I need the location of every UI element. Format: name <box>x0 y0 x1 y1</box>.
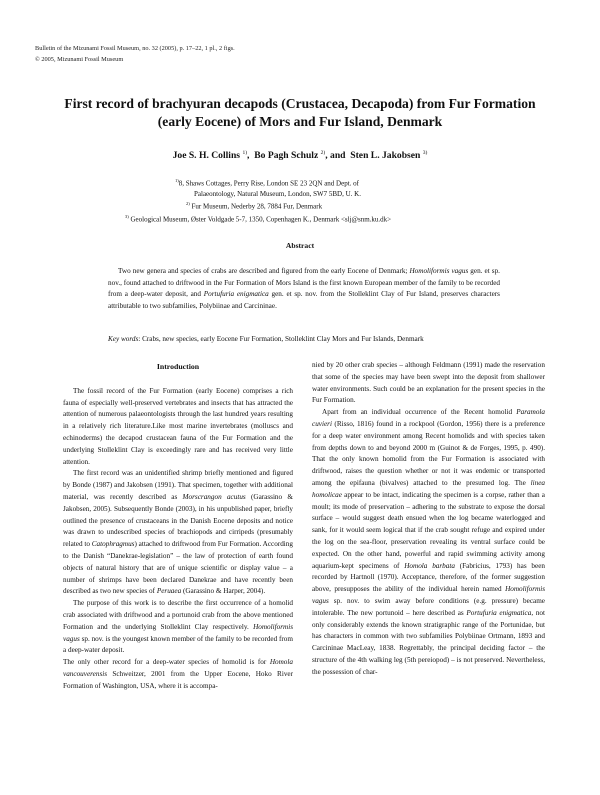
taxon-name: Catophragmus <box>91 540 135 549</box>
introduction-heading: Introduction <box>156 362 200 371</box>
keywords-text: : Crabs, new species, early Eocene Fur Formation, Stolleklint Clay Mors and Fur Islands, Denmark <box>138 335 424 343</box>
paragraph: nied by 20 other crab species – although Feldmann (1991) made the reservation that some of the species may have been swept into the deposit from shallower water environments. Such could be an explanation for the present species in the Fur Formation. <box>312 361 545 405</box>
paragraph-text: (Fabricius, 1793) has been recorded by Hartnoll (1970). Acceptance, therefore, of the former suggestion above, presupposes the ability of the individual herein named <box>312 561 545 594</box>
author-1: Joe S. H. Collins <box>172 150 241 162</box>
paragraph <box>63 598 293 657</box>
paragraph <box>312 407 545 678</box>
affiliations <box>125 176 475 225</box>
paragraph-text: (Garassino & Harper, 2004). <box>181 587 266 596</box>
taxon-name: Portufuria enigmatica <box>466 608 532 617</box>
taxon-name: Homoliformis vagus <box>63 622 293 643</box>
journal-citation: Bulletin of the Mizunami Fossil Museum, no. 32 (2005), p. 17–22, 1 pl., 2 figs. <box>35 45 235 52</box>
affiliation-1-cont: Palaeontology, Natural Museum, London, SW7 5BD, U. K. <box>194 189 361 198</box>
paragraph-text: (Risso, 1816) found in a rockpool (Gordon, 1956) there is a preference for a deep water environment among Recent homolids and with species taken from depths down to and beyond 2000 m (Guinot & de Forges, 1995, p. 490). That the only known homolid from the Fur Formation is associated with driftwood, raises the question whether or not it was endemic or transported among the epifauna (bivalves) attached to the presumed log. The <box>312 419 545 487</box>
paragraph <box>63 657 293 692</box>
affiliation-1 <box>175 176 475 189</box>
paragraph-text: Apart from an individual occurrence of the Recent homolid <box>322 408 517 417</box>
paragraph: The fossil record of the Fur Formation (early Eocene) comprises a rich fauna of especially well-preserved vertebrates and insects that has attracted the attention of numerous palaeontologists through the last hundred years resulting in a relatively rich literature.Like most marine invertebrates (molluscs and echinoderms) the decapod crustacean fauna of the Fur Formation and the underlying Stolleklint Clay is exceedingly rare and has received very little attention. <box>63 386 293 466</box>
taxon-name: linea homolicae <box>312 478 545 499</box>
abstract-body <box>108 266 500 312</box>
paragraph-text: The only other record for a deep-water species of homolid is for <box>63 658 270 667</box>
affiliation-text: Geological Museum, Øster Voldgade 5-7, 1350, Copenhagen K., Denmark <slj@snm.ku.dk> <box>130 215 392 224</box>
affiliation-text: Fur Museum, Nederby 28, 7884 Fur, Denmark <box>191 202 323 211</box>
affiliation-ref: 3) <box>125 213 129 219</box>
paragraph-text: Schweitzer, 2001 from the Upper Eocene, Hoko River Formation of Washington, USA, where it is accompa- <box>63 669 293 690</box>
author-separator: , <box>247 150 250 162</box>
taxon-name: Morscrangon acutus <box>182 492 246 501</box>
affiliation-2 <box>175 199 475 212</box>
copyright-line: © 2005, Mizunami Fossil Museum <box>35 56 124 63</box>
paragraph-text: ) attached to driftwood from Fur Formation. According to the Danish “Danekrae-legislation” – the law of protection of earth found objects of natural history that are of unique scientific or display value – a number of shrimps have been declared Danekrae and have recently been described as two new species of <box>63 540 293 596</box>
author-1-ref: 1) <box>242 150 248 156</box>
right-column <box>312 360 545 679</box>
keywords <box>108 334 500 345</box>
title-line-1: First record of brachyuran decapods (Crustacea, Decapoda) from Fur Formation <box>64 96 536 111</box>
taxon-name: Portufuria enigmatica <box>203 290 269 299</box>
paragraph-text: The first record was an unidentified shrimp briefly mentioned and figured by Bonde (1987) and Jakobsen (1991). That specimen, together with additional material, was recently described as <box>63 469 293 501</box>
keywords-label: Key words <box>108 335 139 343</box>
taxon-name: Homola vancouverensis <box>63 658 293 678</box>
affiliation-3 <box>125 212 425 225</box>
affiliation-ref: 1) <box>175 178 179 183</box>
paragraph <box>63 468 293 598</box>
taxon-name: Homola barbata <box>404 561 455 570</box>
taxon-name: Homoliformis vagus <box>312 585 545 605</box>
author-separator: , and <box>325 150 346 162</box>
taxon-name: Peruaea <box>156 587 182 596</box>
paragraph-text: The purpose of this work is to describe the first occurrence of a homolid crab associated with driftwood and a portunoid crab from the above mentioned Formation and the underlying Stolleklint Clay respectively. <box>63 599 293 631</box>
paragraph-text: (Garassino & Jakobsen, 2005). Subsequently Bonde (2003), in his unpublished paper, briefly outlined the presence of crustaceans in the Danish Eocene deposits and notice was drawn to undescribed species of brachiopods and cirripeds (presumably related to <box>63 492 293 549</box>
author-3: Sten L. Jakobsen <box>350 150 421 162</box>
author-2: Bo Pagh Schulz <box>254 150 319 162</box>
abstract-heading: Abstract <box>285 241 315 250</box>
author-list <box>40 150 560 161</box>
author-3-ref: 3) <box>422 150 428 156</box>
taxon-name: Paramola cuvieri <box>312 408 545 428</box>
abstract-text: gen. et sp. nov. from the Stolleklint Clay of Fur Island, preserves characters attributable to two subfamilies, Polybiinae and Carcininae. <box>108 290 500 310</box>
author-2-ref: 2) <box>320 150 326 156</box>
abstract-text: gen. et sp. nov., found attached to driftwood in the Fur Formation of Mors Island is the first known European member of the family to be recorded from a deep-water deposit, and <box>108 267 500 299</box>
paragraph-text: appear to be intact, indicating the specimen is a corpse, rather than a moult; its mode of preservation – adhering to the substrate to expose the dorsal surface – would suggest death ensued when the log became waterlogged and sank, for it would seem logical that if the crab sought refuge and expired under the log on the sea-floor, preservation revealing its ventral surface could be expected. On the other hand, powerful and rapid swimming activity among aquarium-kept specimens of <box>312 490 545 570</box>
paragraph-text: sp. nov. to swim away before conditions (e.g. pressure) became intolerable. The new portunoid – here described as <box>312 596 545 617</box>
paper-title <box>40 95 560 131</box>
paragraph-text: , not only considerably extends the known stratigraphic range of the Portunidae, but has characters in common with two subfamilies Polybiinae Ortmann, 1893 and Carcininae MacLeay, 1838. Regrettably, the principal deciding factor – the structure of the 4th walking leg (5th pereiopod) – is not preserved. Nevertheless, the possession of char- <box>312 608 545 676</box>
abstract-text: Two new genera and species of crabs are described and figured from the early Eocene of Denmark; <box>118 267 410 275</box>
paragraph-text: sp. nov. is the youngest known member of the family to be recorded from a deep-water deposit. <box>63 634 293 655</box>
taxon-name: Homoliformis vagus <box>409 267 469 275</box>
affiliation-ref: 2) <box>186 201 190 207</box>
title-line-2: (early Eocene) of Mors and Fur Island, Denmark <box>157 114 443 129</box>
left-column <box>63 360 293 693</box>
affiliation-text: 8, Shaws Cottages, Perry Rise, London SE 23 2QN and Dept. of <box>178 179 359 188</box>
